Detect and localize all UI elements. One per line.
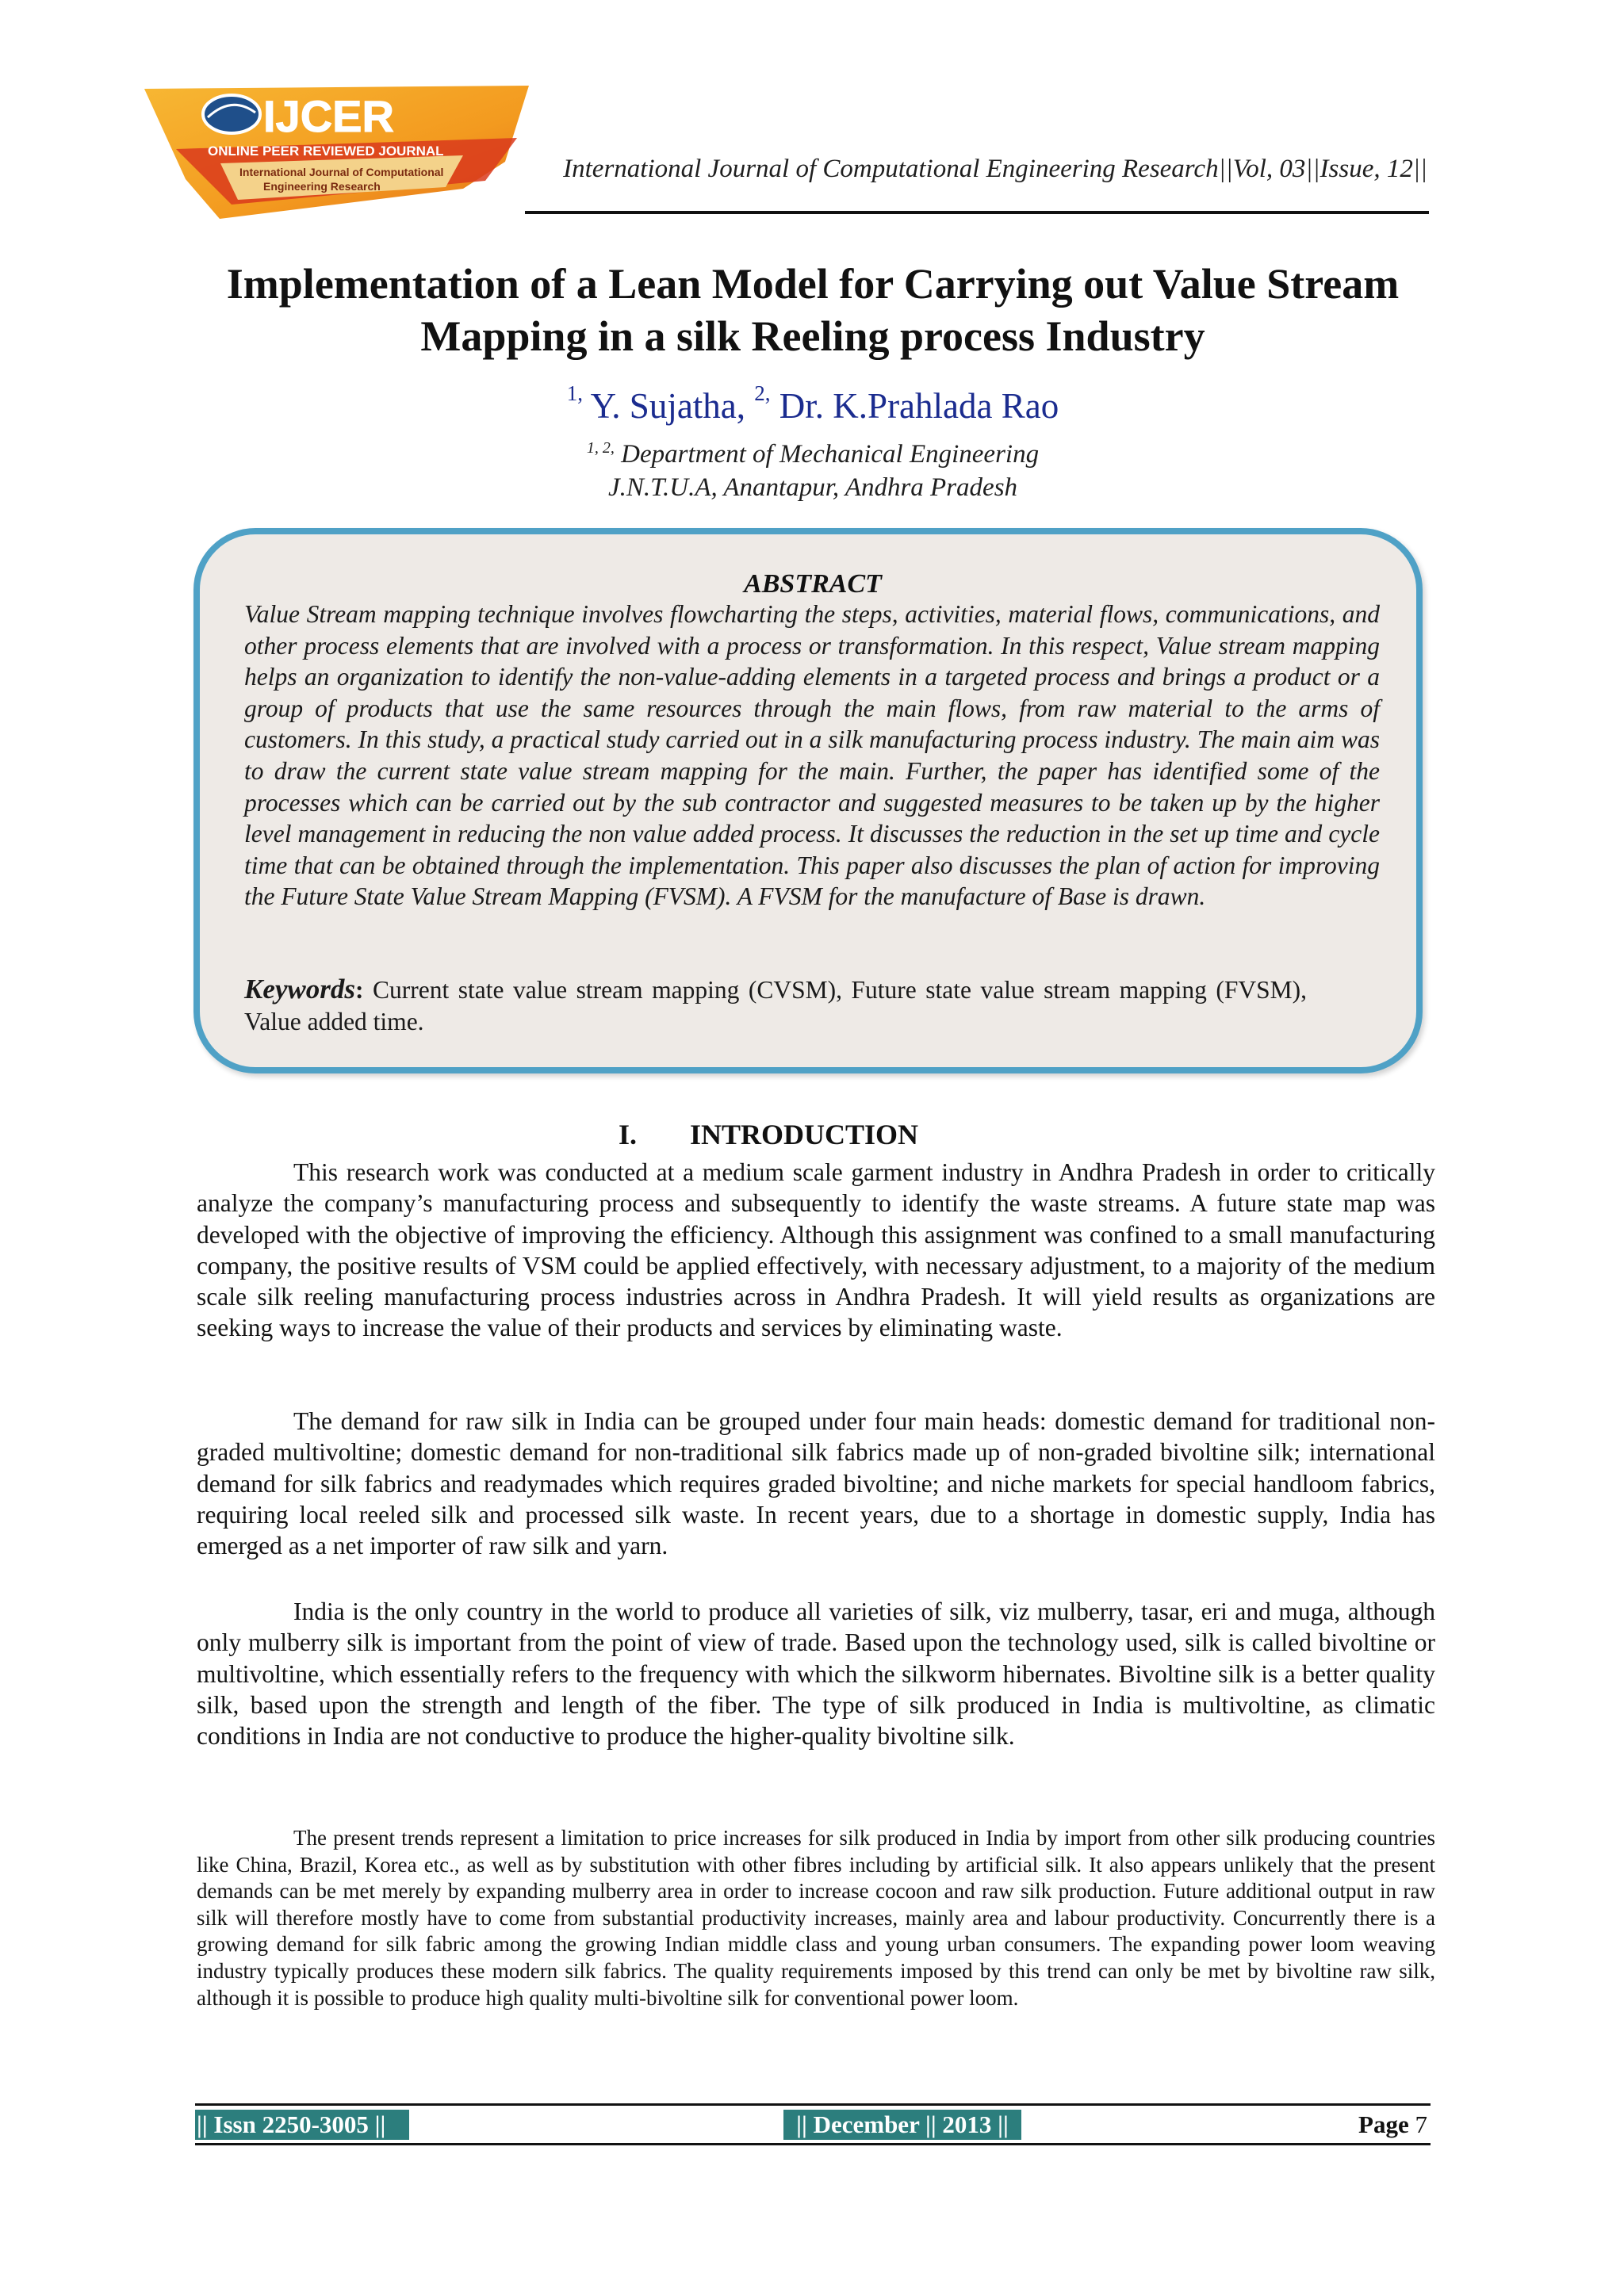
- intro-paragraph: [197, 1406, 1435, 1561]
- author-1-sup: 1,: [566, 381, 584, 405]
- keywords-text: Current state value stream mapping (CVSM), Future state value stream mapping (FVSM), Value added time.: [244, 976, 1307, 1035]
- section-number: I.: [619, 1119, 638, 1150]
- intro-paragraph-text: This research work was conducted at a medium scale garment industry in Andhra Pradesh in order to critically analyze the company’s manufacturing process and subsequently to identify the waste streams. A future state map was developed with the objective of improving the efficiency. Although this assignment was confined to a small manufacturing company, the positive results of VSM could be applied effectively, with necessary adjustment, to a majority of the medium scale silk reeling manufacturing process industries across in Andhra Pradesh. It will yield results as organizations are seeking ways to increase the value of their products and services by eliminating waste.: [197, 1158, 1435, 1342]
- page-label: Page: [1358, 2110, 1409, 2138]
- intro-paragraph: [197, 1825, 1435, 2011]
- intro-paragraph-text: The present trends represent a limitation to price increases for silk produced in India by import from other silk producing countries like China, Brazil, Korea etc., as well as by substitution with other fibres including by artificial silk. It also appears unlikely that the present demands can be met merely by expanding mulberry area in order to increase cocoon and raw silk production. Future additional output in raw silk will therefore mostly have to come from substantial productivity increases, mainly area and labour productivity. Concurrently there is a growing demand for silk fabric among the growing Indian middle class and young urban consumers. The expanding power loom weaving industry typically produces these modern silk fabrics. The quality requirements imposed by this trend can only be met by bivoltine raw silk, although it is possible to produce high quality multi-bivoltine silk for conventional power loom.: [197, 1826, 1435, 2010]
- intro-paragraph-text: India is the only country in the world to produce all varieties of silk, viz mulberry, tasar, eri and muga, although only mulberry silk is important from the point of view of trade. Based upon the technology used, silk is called bivoltine or multivoltine, which essentially refers to the frequency with which the silkworm hibernates. Bivoltine silk is a better quality silk, based upon the strength and length of the fiber. The type of silk produced in India is multivoltine, as climatic conditions in India are not conductive to produce the higher-quality bivoltine silk.: [197, 1598, 1435, 1751]
- abstract-heading: ABSTRACT: [744, 569, 882, 599]
- intro-paragraph: [197, 1596, 1435, 1751]
- logo-tagline: ONLINE PEER REVIEWED JOURNAL: [208, 144, 444, 159]
- intro-paragraph-text: The demand for raw silk in India can be grouped under four main heads: domestic demand for traditional non-graded multivoltine; domestic demand for non-traditional silk fabrics made up of non-graded bivoltine silk; international demand for silk fabrics and readymades which requires graded bivoltine; and niche markets for special handloom fabrics, requiring local reeled silk and processed silk waste. In recent years, due to a shortage in domestic supply, India has emerged as a net importer of raw silk and yarn.: [197, 1407, 1435, 1560]
- logo-subtitle-2: Engineering Research: [263, 180, 381, 193]
- section-heading-introduction: [619, 1118, 1047, 1151]
- intro-paragraph: [197, 1157, 1435, 1344]
- affiliation: [159, 431, 1467, 504]
- logo-subtitle-1: International Journal of Computational: [239, 166, 444, 178]
- footer-page-number: [1269, 2110, 1427, 2140]
- header-rule: [525, 211, 1429, 214]
- keywords: [244, 974, 1307, 1038]
- journal-citation-line: International Journal of Computational Engineering Research||Vol, 03||Issue, 12||: [563, 155, 1427, 183]
- affiliation-sup: 1, 2,: [586, 439, 615, 457]
- keywords-colon: :: [355, 976, 364, 1004]
- journal-logo: [144, 86, 534, 220]
- footer-rule-top: [195, 2103, 1431, 2106]
- affiliation-department: Department of Mechanical Engineering: [621, 440, 1040, 469]
- author-2-name: Dr. K.Prahlada Rao: [779, 386, 1059, 426]
- abstract-text: Value Stream mapping technique involves flowcharting the steps, activities, material flows, communications, and other process elements that are involved with a process or transformation. In this respect, Value stream mapping helps an organization to identify the non-value-adding elements in a targeted process and brings a product or a group of products that use the same resources through the main flows, from raw material to the arms of customers. In this study, a practical study carried out in a silk manufacturing process industry. The main aim was to draw the current state value stream mapping for the main. Further, the paper has identified some of the processes which can be carried out by the sub contractor and suggested measures to be taken up by the higher level management in reducing the non value added process. It discusses the reduction in the set up time and cycle time that can be obtained through the implementation. This paper also discusses the plan of action for improving the Future State Value Stream Mapping (FVSM). A FVSM for the manufacture of Base is drawn.: [244, 600, 1380, 911]
- footer-date: || December || 2013 ||: [783, 2110, 1021, 2140]
- author-list: [159, 381, 1467, 427]
- section-title: INTRODUCTION: [690, 1119, 919, 1150]
- paper-title-line-2: Mapping in a silk Reeling process Industry: [420, 312, 1205, 360]
- paper-title-line-1: Implementation of a Lean Model for Carrying out Value Stream: [226, 260, 1400, 308]
- paper-title: [159, 258, 1467, 362]
- footer-issn: || Issn 2250-3005 ||: [195, 2110, 409, 2140]
- logo-wordmark: IJCER: [263, 91, 394, 141]
- footer-rule-bottom: [195, 2143, 1431, 2145]
- page-number: 7: [1415, 2110, 1427, 2138]
- author-2-sup: 2,: [754, 381, 771, 405]
- affiliation-institution: J.N.T.U.A, Anantapur, Andhra Pradesh: [607, 473, 1018, 502]
- keywords-label: Keywords: [244, 974, 355, 1004]
- author-1-name: Y. Sujatha,: [590, 386, 746, 426]
